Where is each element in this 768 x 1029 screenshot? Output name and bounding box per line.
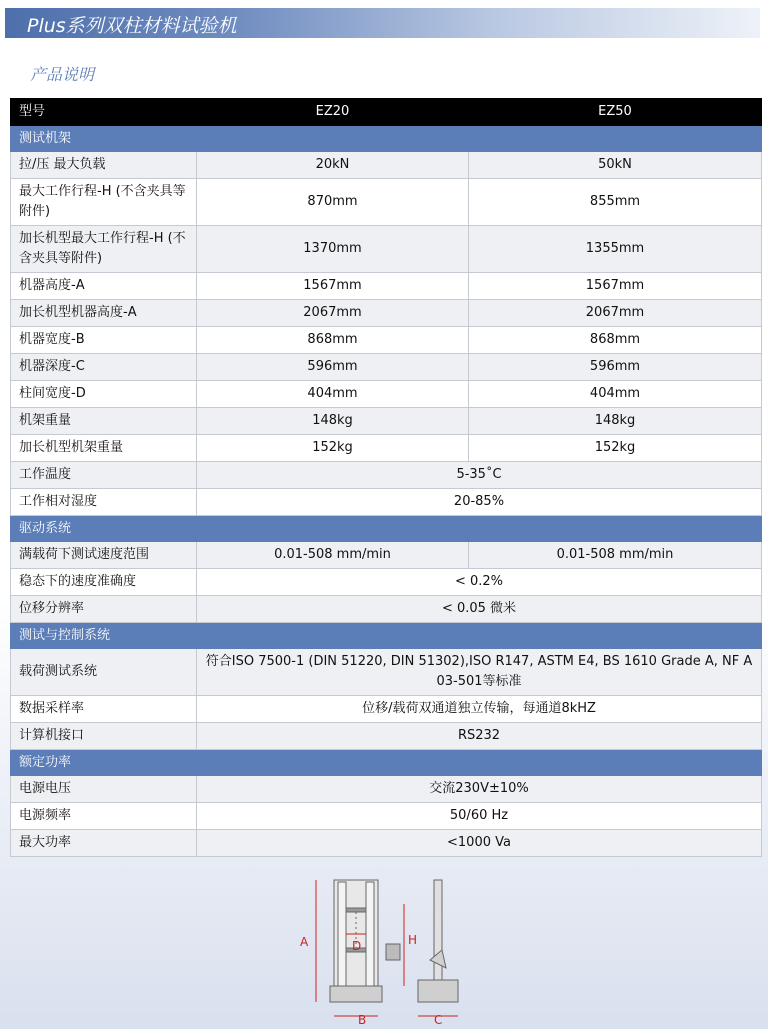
table-row bbox=[11, 803, 762, 830]
ez50-value: 868mm bbox=[469, 327, 762, 354]
ez20-value: 1567mm bbox=[197, 273, 469, 300]
ez20-value: 1370mm bbox=[197, 226, 469, 273]
title-bar bbox=[5, 8, 760, 38]
table-row bbox=[11, 462, 762, 489]
shared-value: RS232 bbox=[197, 723, 762, 750]
table-row bbox=[11, 381, 762, 408]
row-label: 工作相对湿度 bbox=[11, 489, 197, 516]
row-label: 加长机型最大工作行程-H (不含夹具等附件) bbox=[11, 226, 197, 273]
table-row bbox=[11, 300, 762, 327]
front-view-machine bbox=[330, 880, 400, 1002]
shared-value: 50/60 Hz bbox=[197, 803, 762, 830]
ez50-value: 404mm bbox=[469, 381, 762, 408]
row-label: 机器宽度-B bbox=[11, 327, 197, 354]
section-label: 测试机架 bbox=[11, 126, 762, 152]
row-label: 最大功率 bbox=[11, 830, 197, 857]
row-label: 加长机型机架重量 bbox=[11, 435, 197, 462]
ez20-value: 20kN bbox=[197, 152, 469, 179]
section-title: 产品说明 bbox=[30, 65, 95, 84]
section-row bbox=[11, 126, 762, 152]
table-row bbox=[11, 435, 762, 462]
ez20-value: 2067mm bbox=[197, 300, 469, 327]
shared-value: 20-85% bbox=[197, 489, 762, 516]
table-row bbox=[11, 489, 762, 516]
table-row bbox=[11, 649, 762, 696]
section-label: 驱动系统 bbox=[11, 516, 762, 542]
table-row bbox=[11, 596, 762, 623]
row-label: 数据采样率 bbox=[11, 696, 197, 723]
spec-table bbox=[10, 98, 762, 857]
dimension-label-c: C bbox=[434, 1013, 443, 1027]
ez50-value: 148kg bbox=[469, 408, 762, 435]
side-view-machine bbox=[418, 880, 458, 1002]
dimension-label-b: B bbox=[358, 1013, 367, 1027]
table-row bbox=[11, 273, 762, 300]
shared-value: < 0.2% bbox=[197, 569, 762, 596]
ez20-value: 148kg bbox=[197, 408, 469, 435]
header-ez50: EZ50 bbox=[469, 99, 762, 126]
ez50-value: 1355mm bbox=[469, 226, 762, 273]
shared-value: 交流230V±10% bbox=[197, 776, 762, 803]
ez20-value: 0.01-508 mm/min bbox=[197, 542, 469, 569]
row-label: 计算机接口 bbox=[11, 723, 197, 750]
table-row bbox=[11, 542, 762, 569]
table-row bbox=[11, 226, 762, 273]
section-row bbox=[11, 750, 762, 776]
section-row bbox=[11, 623, 762, 649]
row-label: 机器深度-C bbox=[11, 354, 197, 381]
row-label: 满载荷下测试速度范围 bbox=[11, 542, 197, 569]
shared-value: 位移/载荷双通道独立传输，每通道8kHZ bbox=[197, 696, 762, 723]
ez50-value: 855mm bbox=[469, 179, 762, 226]
table-row bbox=[11, 327, 762, 354]
row-label: 柱间宽度-D bbox=[11, 381, 197, 408]
table-row bbox=[11, 776, 762, 803]
ez20-value: 868mm bbox=[197, 327, 469, 354]
dimension-label-h: H bbox=[408, 933, 418, 947]
ez50-value: 0.01-508 mm/min bbox=[469, 542, 762, 569]
row-label: 位移分辨率 bbox=[11, 596, 197, 623]
ez50-value: 596mm bbox=[469, 354, 762, 381]
ez20-value: 152kg bbox=[197, 435, 469, 462]
header-ez20: EZ20 bbox=[197, 99, 469, 126]
row-label: 电源频率 bbox=[11, 803, 197, 830]
table-row bbox=[11, 179, 762, 226]
row-label: 机架重量 bbox=[11, 408, 197, 435]
ez50-value: 2067mm bbox=[469, 300, 762, 327]
row-label: 加长机型机器高度-A bbox=[11, 300, 197, 327]
ez50-value: 152kg bbox=[469, 435, 762, 462]
table-row bbox=[11, 569, 762, 596]
row-label: 电源电压 bbox=[11, 776, 197, 803]
shared-value: <1000 Va bbox=[197, 830, 762, 857]
row-label: 机器高度-A bbox=[11, 273, 197, 300]
section-row bbox=[11, 516, 762, 542]
section-label: 额定功率 bbox=[11, 750, 762, 776]
machine-dimension-diagram bbox=[0, 868, 768, 1029]
ez20-value: 870mm bbox=[197, 179, 469, 226]
table-row bbox=[11, 830, 762, 857]
table-header-row bbox=[11, 99, 762, 126]
ez20-value: 596mm bbox=[197, 354, 469, 381]
table-row bbox=[11, 152, 762, 179]
shared-value: < 0.05 微米 bbox=[197, 596, 762, 623]
dimension-label-a: A bbox=[300, 935, 309, 949]
section-label: 测试与控制系统 bbox=[11, 623, 762, 649]
table-row bbox=[11, 723, 762, 750]
row-label: 最大工作行程-H (不含夹具等附件) bbox=[11, 179, 197, 226]
header-model: 型号 bbox=[11, 99, 197, 126]
page-title: Plus系列双柱材料试验机 bbox=[27, 15, 237, 37]
ez20-value: 404mm bbox=[197, 381, 469, 408]
row-label: 载荷测试系统 bbox=[11, 649, 197, 696]
shared-value: 符合ISO 7500-1 (DIN 51220, DIN 51302),ISO R147, ASTM E4, BS 1610 Grade A, NF A 03-501等标准 bbox=[197, 649, 762, 696]
table-row bbox=[11, 408, 762, 435]
row-label: 拉/压 最大负载 bbox=[11, 152, 197, 179]
dimension-label-d: D bbox=[352, 939, 362, 953]
row-label: 工作温度 bbox=[11, 462, 197, 489]
table-row bbox=[11, 354, 762, 381]
shared-value: 5-35˚C bbox=[197, 462, 762, 489]
table-row bbox=[11, 696, 762, 723]
ez50-value: 1567mm bbox=[469, 273, 762, 300]
ez50-value: 50kN bbox=[469, 152, 762, 179]
row-label: 稳态下的速度准确度 bbox=[11, 569, 197, 596]
